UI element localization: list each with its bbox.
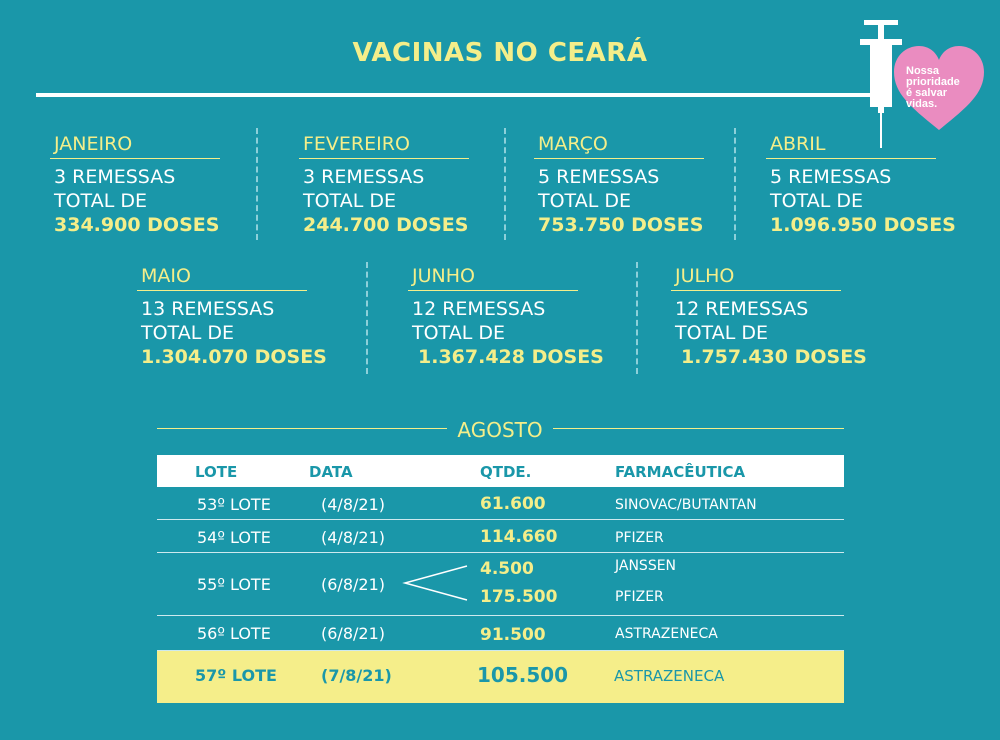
header-lote: LOTE <box>195 463 238 481</box>
month-block-julho: JULHO 12 REMESSAS TOTAL DE 1.757.430 DOSES <box>671 265 867 369</box>
month-block-maio: MAIO 13 REMESSAS TOTAL DE 1.304.070 DOSES <box>137 265 327 369</box>
month-block-junho: JUNHO 12 REMESSAS TOTAL DE 1.367.428 DOSES <box>408 265 604 369</box>
table-row: 56º LOTE (6/8/21) 91.500 ASTRAZENECA <box>157 616 844 651</box>
title-divider <box>36 93 876 97</box>
month-separator <box>504 128 506 240</box>
header-data: DATA <box>309 463 353 481</box>
august-divider-right <box>553 428 844 429</box>
split-arrow-icon <box>401 563 471 603</box>
month-block-fevereiro: FEVEREIRO 3 REMESSAS TOTAL DE 244.700 DOSES <box>299 133 469 237</box>
table-header <box>157 455 844 487</box>
table-row: 54º LOTE (4/8/21) 114.660 PFIZER <box>157 520 844 553</box>
header-qtde: QTDE. <box>480 463 532 481</box>
august-divider-left <box>157 428 447 429</box>
table-row-highlighted: 57º LOTE (7/8/21) 105.500 ASTRAZENECA <box>157 651 844 703</box>
heart-slogan: Nossa prioridade é salvar vidas. <box>906 65 960 110</box>
table-row: 55º LOTE (6/8/21) 4.500 JANSSEN 175.500 PFIZER <box>157 553 844 616</box>
month-separator <box>366 262 368 374</box>
august-title: AGOSTO <box>457 418 543 442</box>
header-farmaceutica: FARMACÊUTICA <box>615 463 746 481</box>
month-block-marco: MARÇO 5 REMESSAS TOTAL DE 753.750 DOSES <box>534 133 704 237</box>
table-row: 53º LOTE (4/8/21) 61.600 SINOVAC/BUTANTAN <box>157 487 844 520</box>
month-separator <box>636 262 638 374</box>
month-separator <box>256 128 258 240</box>
page-title: VACINAS NO CEARÁ <box>352 38 648 68</box>
august-table <box>157 455 844 703</box>
month-separator <box>734 128 736 240</box>
month-block-janeiro: JANEIRO 3 REMESSAS TOTAL DE 334.900 DOSES <box>50 133 220 237</box>
month-block-abril: ABRIL 5 REMESSAS TOTAL DE 1.096.950 DOSES <box>766 133 956 237</box>
